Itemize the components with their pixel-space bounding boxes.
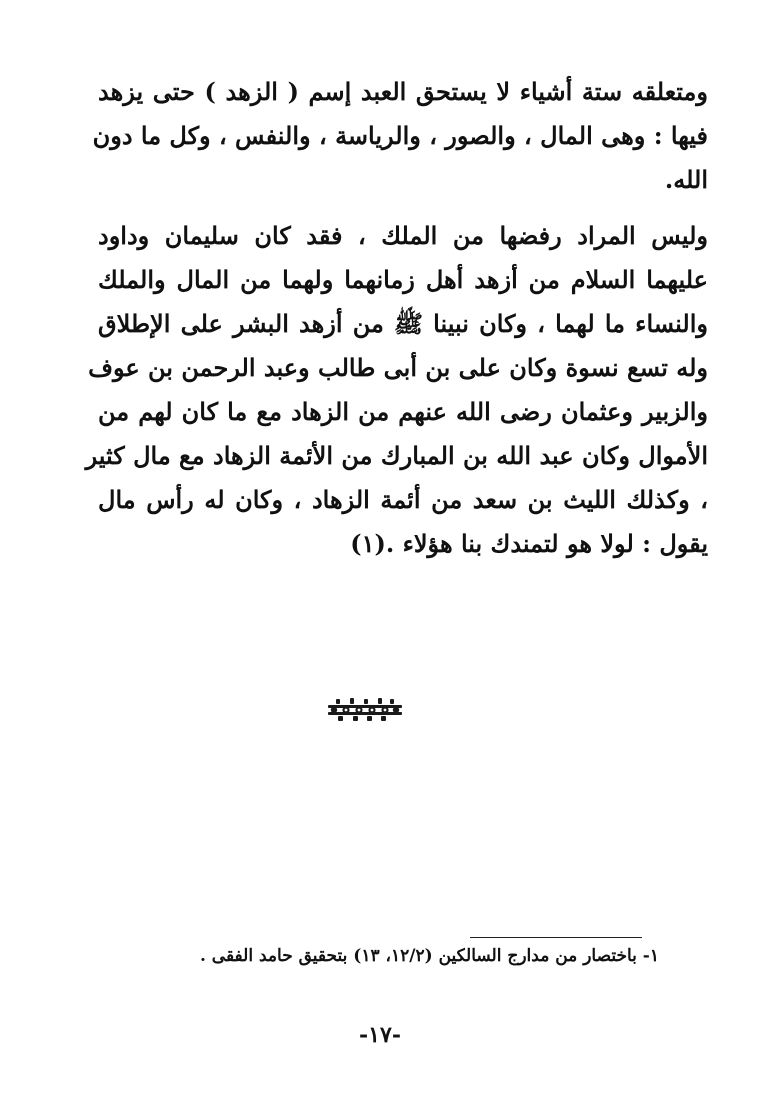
main-text (85, 70, 708, 566)
text-line: الله. (664, 165, 708, 194)
text-line: الأموال وكان عبد الله بن المبارك من الأئمة الزهاد مع مال كثير (85, 441, 708, 470)
footnote: ١- باختصار من مدارج السالكين (١٢/٢، ١٣) بتحقيق حامد الفقى . (199, 946, 659, 966)
text-line: وله تسع نسوة وكان على بن أبى طالب وعبد الرحمن بن عوف (88, 353, 708, 382)
text-line: ومتعلقه ستة أشياء لا يستحق العبد إسم ( الزهد ) حتى يزهد (98, 77, 708, 106)
text-line: ، وكذلك الليث بن سعد من أئمة الزهاد ، وكان له رأس مال (98, 485, 708, 514)
text-line: فيها : وهى المال ، والصور ، والرياسة ، والنفس ، وكل ما دون (92, 121, 708, 150)
page-number: -١٧- (359, 1022, 401, 1048)
paragraph-2 (85, 214, 708, 566)
footnote-divider (470, 937, 642, 938)
text-line: وليس المراد رفضها من الملك ، فقد كان سليمان وداود (98, 221, 708, 250)
text-line: والنساء ما لهما ، وكان نبينا ﷺ من أزهد البشر على الإطلاق (98, 309, 708, 338)
text-line: والزبير وعثمان رضى الله عنهم من الزهاد مع ما كان لهم من (98, 397, 708, 426)
text-line: يقول : لولا هو لتمندك بنا هؤلاء .(١) (350, 529, 708, 558)
paragraph-1 (92, 70, 708, 202)
floral-divider-icon (326, 697, 404, 723)
text-line: عليهما السلام من أزهد أهل زمانهما ولهما من المال والملك (98, 265, 708, 294)
